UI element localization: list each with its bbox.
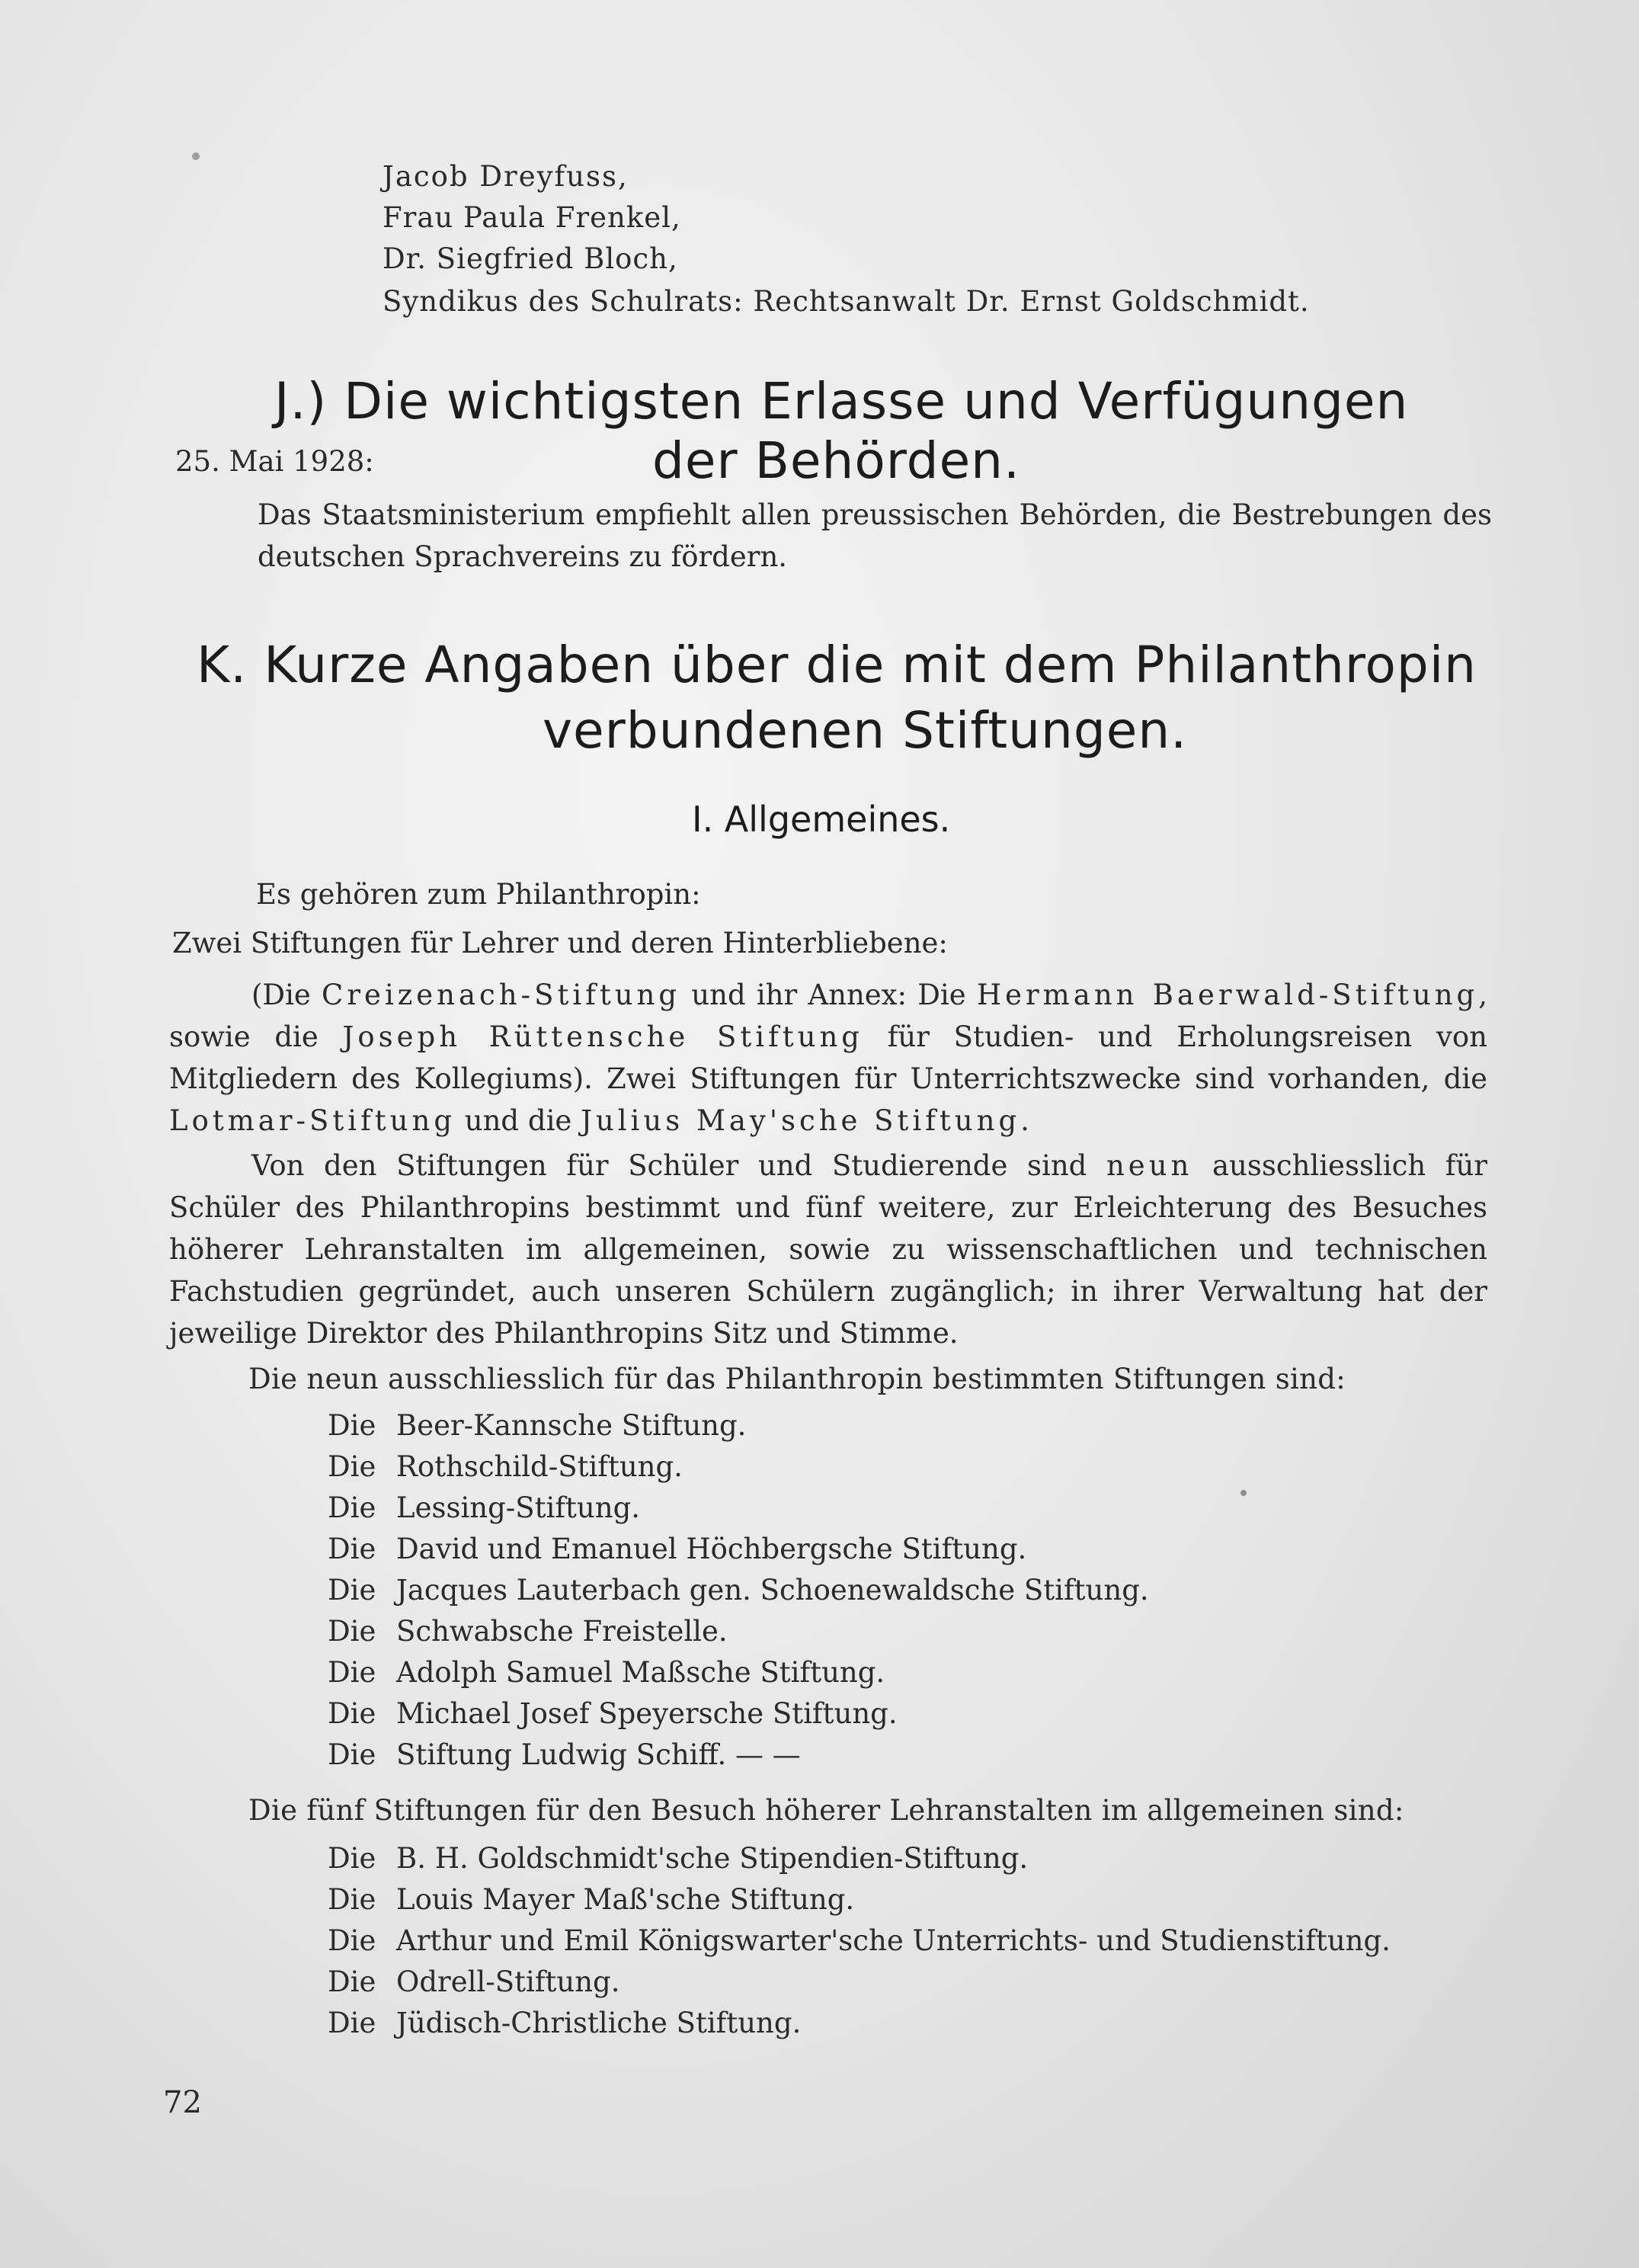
list-item: Die Michael Josef Speyersche Stiftung. [328,1697,898,1730]
text-run: (Die [251,979,322,1011]
foundation-name: Creizenach-Stiftung [322,979,681,1011]
emphasis-neun: neun [1106,1149,1193,1182]
list1-intro: Die neun ausschliesslich für das Philanthropin bestimmten Stiftungen sind: [248,1363,1346,1395]
section-k-heading-line2: verbundenen Stiftungen. [543,701,1188,760]
list-item: Die Schwabsche Freistelle. [328,1615,728,1648]
text-run: ausschliesslich für Schüler des Philanthropins bestimmt und fünf weitere, zur Erleichterung des Besuches höherer Lehranstalten im allgemeinen, sowie zu wissenschaftlichen und technischen Fachstudien gegründet, auch unseren Schülern zugänglich; in ihrer Verwaltung hat der jeweilige Direktor des Philanthropins Sitz und Stimme. [169,1149,1487,1350]
ink-speck [192,152,200,160]
list-item: Die Adolph Samuel Maßsche Stiftung. [328,1656,885,1689]
foundation-name: Joseph Rüttensche Stiftung [342,1020,863,1053]
list-item: Die Beer-Kannsche Stiftung. [328,1409,747,1442]
intro-line: Zwei Stiftungen für Lehrer und deren Hinterbliebene: [172,927,948,959]
section-j-heading: J.) Die wichtigsten Erlasse und Verfügungen [274,372,1409,431]
text-run: und die [456,1104,581,1137]
text-run: und ihr Annex: Die [680,979,977,1011]
member-line: Frau Paula Frenkel, [383,201,681,234]
list-item: Die Jacques Lauterbach gen. Schoenewaldsche Stiftung. [328,1574,1149,1606]
section-k-heading: K. Kurze Angaben über die mit dem Philanthropin [197,636,1477,694]
text-run: für Studien- und Erholungsreisen von Mitgliedern des Kollegiums). Zwei Stiftungen für Unterrichtszwecke sind vorhanden, die [169,1020,1488,1095]
list-exclusive-foundations [328,1405,1149,1776]
member-line: Jacob Dreyfuss, [383,160,629,193]
member-line: Dr. Siegfried Bloch, [383,242,678,275]
list2-intro: Die fünf Stiftungen für den Besuch höherer Lehranstalten im allgemeinen sind: [248,1794,1404,1827]
list-item: Die B. H. Goldschmidt'sche Stipendien-Stiftung. [328,1842,1029,1875]
section-k-subheading: I. Allgemeines. [692,799,951,840]
list-item: Die David und Emanuel Höchbergsche Stiftung. [328,1533,1027,1565]
page-number: 72 [163,2085,202,2120]
list-item: Die Odrell-Stiftung. [328,1965,620,1998]
list-item: Die Rothschild-Stiftung. [328,1450,683,1483]
paragraph-student-foundations [169,1145,1487,1354]
paragraph-teacher-foundations [169,974,1487,1142]
foundation-name: Hermann Baerwald-Stiftung [976,979,1479,1011]
foundation-name: Julius May'sche Stiftung [581,1104,1021,1137]
list-item: Die Arthur und Emil Königswarter'sche Unterrichts- und Studienstiftung. [328,1924,1391,1957]
text-run: . [1020,1104,1029,1137]
list-general-foundations [328,1838,1391,2044]
list-item: Die Jüdisch-Christliche Stiftung. [328,2007,802,2039]
section-j-heading-line2: der Behörden. [652,431,1020,490]
section-j-text: Das Staatsministerium empfiehlt allen preussischen Behörden, die Bestrebungen des deutschen Sprachvereins zu fördern. [258,498,1492,573]
list-item: Die Stiftung Ludwig Schiff. — — [328,1738,801,1771]
text-run: Von den Stiftungen für Schüler und Studierende sind [251,1149,1106,1182]
list-item: Die Lessing-Stiftung. [328,1491,641,1524]
section-j-date: 25. Mai 1928: [175,445,374,478]
list-item: Die Louis Mayer Maß'sche Stiftung. [328,1883,855,1916]
text-run: , sowie die [169,979,1487,1053]
foundation-name: Lotmar-Stiftung [169,1104,456,1137]
member-line: Syndikus des Schulrats: Rechtsanwalt Dr. Ernst Goldschmidt. [383,285,1310,318]
ink-speck [1240,1490,1247,1496]
intro-line: Es gehören zum Philanthropin: [256,878,701,911]
